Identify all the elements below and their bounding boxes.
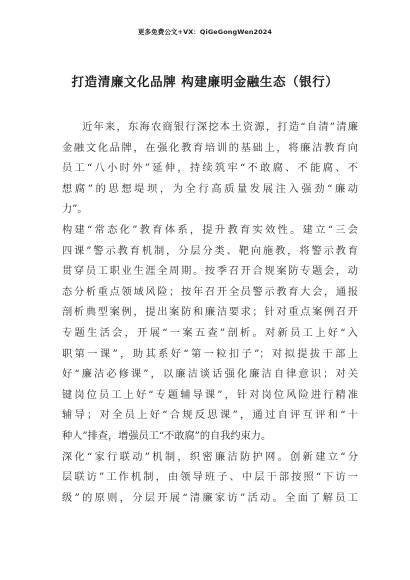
body-line: 职第一课”，助其系好“第一粒扣子”；对拟提拔干部上 (62, 348, 358, 360)
body-line: 键岗位员工上好“专题辅导课”，针对岗位风险进行精准 (62, 389, 358, 401)
header-note: 更多免费公文+VX：QiGeGongWen2024 (137, 28, 273, 36)
body-line: 态分析重点领域风险；按年召开全员警示教育大会，通报 (62, 286, 358, 298)
body-line: 金融文化品牌，在强化教育培训的基础上，将廉洁教育向 (62, 142, 358, 154)
body-line: 力”。 (62, 204, 88, 216)
body-line: 员工“八小时外”延伸，持续筑牢“不敢腐、不能腐、不 (62, 163, 358, 175)
body-line: 专题生活会，开展“一案五查”剖析。对新员工上好“入 (62, 327, 358, 339)
body-line: 四课”警示教育机制，分层分类、靶向施教，将警示教育 (62, 245, 358, 257)
body-line: 剖析典型案例，提出案防和廉洁要求；针对重点案例召开 (62, 307, 358, 319)
body-line: 贯穿员工职业生涯全周期。按季召开合规案防专题会，动 (62, 266, 358, 278)
document-body (62, 118, 358, 509)
body-line: 构建“常态化”教育体系，提升教育实效性。建立“三会 (62, 224, 358, 236)
body-line: 近年来，东海农商银行深挖本土资源，打造“自清”清廉 (82, 122, 358, 133)
document-title: 打造清廉文化品牌 构建廉明金融生态（银行） (71, 74, 339, 89)
body-line: 好“廉洁必修课”，以廉洁谈话强化廉洁自律意识；对关 (62, 369, 358, 381)
body-line: 种人”排查，增强员工“不敢腐”的自我约束力。 (62, 430, 272, 442)
body-line: 想腐”的思想堤坝，为全行高质量发展注入强劲“廉动 (62, 183, 358, 195)
body-line: 辅导；对全员上好“合规反思课”，通过自评互评和“十 (62, 410, 358, 422)
body-line: 深化“家行联动”机制，织密廉洁防护网。创新建立“分 (62, 451, 358, 463)
body-line: 层联访”工作机制，由领导班子、中层干部按照“下访一 (62, 472, 358, 484)
body-line: 级”的原则，分层开展“清廉家访”活动。全面了解员工 (62, 492, 358, 504)
